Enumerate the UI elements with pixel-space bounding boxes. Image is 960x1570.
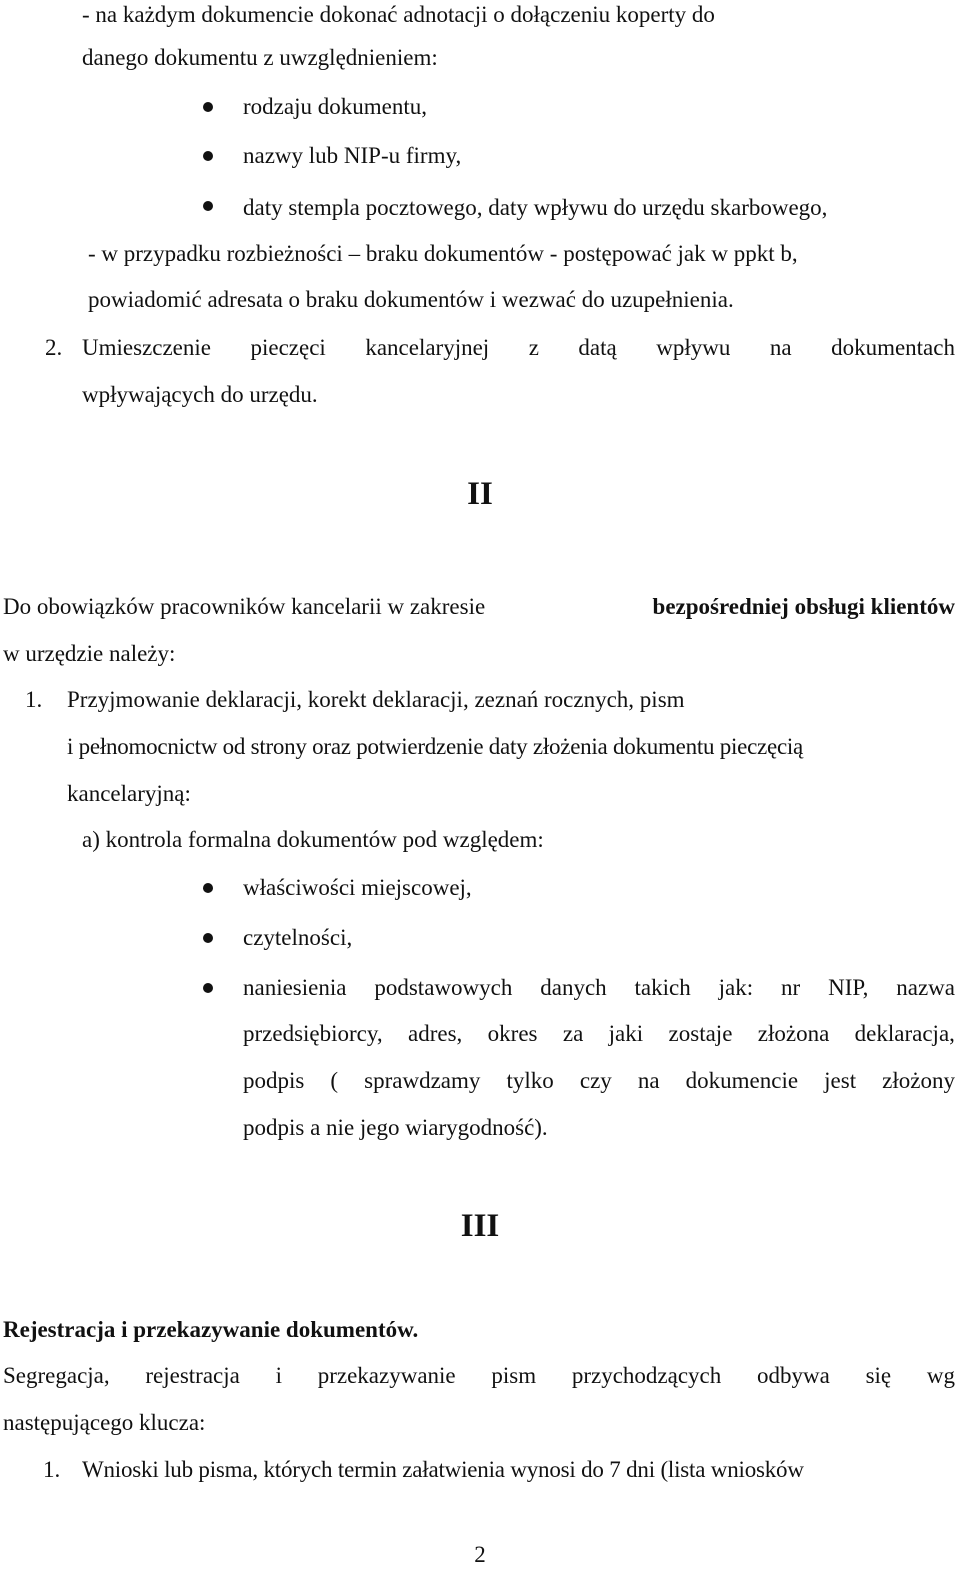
word: się bbox=[865, 1363, 892, 1388]
word: jest bbox=[824, 1068, 857, 1093]
word: sprawdzamy bbox=[364, 1068, 481, 1093]
section-heading: II bbox=[467, 476, 493, 512]
text-line: Przyjmowanie deklaracji, korekt deklaracji, zeznań rocznych, pism bbox=[67, 687, 685, 712]
justified-line bbox=[82, 333, 955, 363]
word: przedsiębiorcy, bbox=[243, 1021, 383, 1046]
bullet-icon bbox=[203, 983, 213, 993]
word: złożony bbox=[882, 1068, 955, 1093]
text-line: podpis a nie jego wiarygodność). bbox=[243, 1115, 548, 1140]
section-heading: III bbox=[460, 1208, 500, 1244]
bullet-icon bbox=[203, 151, 213, 161]
word: na bbox=[637, 1068, 660, 1093]
word: Segregacja, bbox=[3, 1363, 110, 1388]
word: jak: bbox=[718, 975, 754, 1000]
word: danych bbox=[540, 975, 607, 1000]
word: za bbox=[562, 1021, 584, 1046]
word: na bbox=[769, 335, 792, 360]
word: jaki bbox=[608, 1021, 644, 1046]
word: okres bbox=[487, 1021, 538, 1046]
justified-line bbox=[3, 592, 955, 622]
list-number: 1. bbox=[25, 687, 43, 712]
page-number: 2 bbox=[474, 1542, 486, 1567]
word: podpis bbox=[243, 1068, 305, 1093]
word: nazwa bbox=[896, 975, 955, 1000]
list-item: daty stempla pocztowego, daty wpływu do urzędu skarbowego, bbox=[243, 195, 828, 220]
word: kancelaryjnej bbox=[365, 335, 490, 360]
word: Umieszczenie bbox=[82, 335, 211, 360]
text-line: następującego klucza: bbox=[3, 1410, 206, 1435]
word: deklaracja, bbox=[854, 1021, 955, 1046]
word: dokumencie bbox=[685, 1068, 799, 1093]
text-line: kancelaryjną: bbox=[67, 781, 191, 806]
text-line: danego dokumentu z uwzględnieniem: bbox=[82, 45, 438, 70]
list-item: nazwy lub NIP-u firmy, bbox=[243, 143, 462, 168]
word: datą bbox=[578, 335, 617, 360]
text-line: wpływających do urzędu. bbox=[82, 382, 318, 407]
text-line: - na każdym dokumencie dokonać adnotacji o dołączeniu koperty do bbox=[82, 2, 715, 27]
word: przychodzących bbox=[571, 1363, 722, 1388]
word: takich bbox=[634, 975, 691, 1000]
word: tylko bbox=[506, 1068, 554, 1093]
bullet-icon bbox=[203, 883, 213, 893]
list-item: właściwości miejscowej, bbox=[243, 875, 472, 900]
text-line: Wnioski lub pisma, których termin załatwienia wynosi do 7 dni (lista wniosków bbox=[82, 1457, 804, 1482]
justified-line bbox=[3, 1361, 955, 1391]
word: NIP, bbox=[828, 975, 869, 1000]
bullet-icon bbox=[203, 933, 213, 943]
justified-line bbox=[243, 1066, 955, 1096]
word: i bbox=[275, 1363, 282, 1388]
list-item: czytelności, bbox=[243, 925, 353, 950]
word: adres, bbox=[408, 1021, 463, 1046]
section-title: Rejestracja i przekazywanie dokumentów. bbox=[3, 1317, 419, 1342]
intro-bold-text: bezpośredniej obsługi klientów bbox=[652, 594, 955, 619]
word: pieczęci bbox=[250, 335, 326, 360]
word: wpływu bbox=[656, 335, 731, 360]
word: złożona bbox=[757, 1021, 830, 1046]
justified-line bbox=[243, 1019, 955, 1049]
intro-text: Do obowiązków pracowników kancelarii w zakresie bbox=[3, 594, 486, 619]
bullet-icon bbox=[203, 102, 213, 112]
word: nr bbox=[781, 975, 801, 1000]
word: wg bbox=[926, 1363, 955, 1388]
text-line: i pełnomocnictw od strony oraz potwierdzenie daty złożenia dokumentu pieczęcią bbox=[67, 734, 804, 759]
list-number: 2. bbox=[45, 335, 63, 360]
text-line: powiadomić adresata o braku dokumentów i wezwać do uzupełnienia. bbox=[88, 287, 734, 312]
word: podstawowych bbox=[374, 975, 513, 1000]
word: naniesienia bbox=[243, 975, 347, 1000]
justified-line bbox=[243, 973, 955, 1003]
bullet-icon bbox=[203, 201, 213, 211]
list-number: 1. bbox=[43, 1457, 61, 1482]
text-line: - w przypadku rozbieżności – braku dokumentów - postępować jak w ppkt b, bbox=[88, 241, 798, 266]
word: zostaje bbox=[668, 1021, 733, 1046]
text-line: w urzędzie należy: bbox=[3, 641, 176, 666]
word: dokumentach bbox=[831, 335, 955, 360]
word: czy bbox=[579, 1068, 612, 1093]
word: przekazywanie bbox=[317, 1363, 456, 1388]
word: ( bbox=[330, 1068, 339, 1093]
list-item: rodzaju dokumentu, bbox=[243, 94, 427, 119]
word: odbywa bbox=[757, 1363, 830, 1388]
word: rejestracja bbox=[145, 1363, 240, 1388]
word: z bbox=[528, 335, 539, 360]
sub-item: a) kontrola formalna dokumentów pod względem: bbox=[82, 827, 544, 852]
word: pism bbox=[491, 1363, 537, 1388]
